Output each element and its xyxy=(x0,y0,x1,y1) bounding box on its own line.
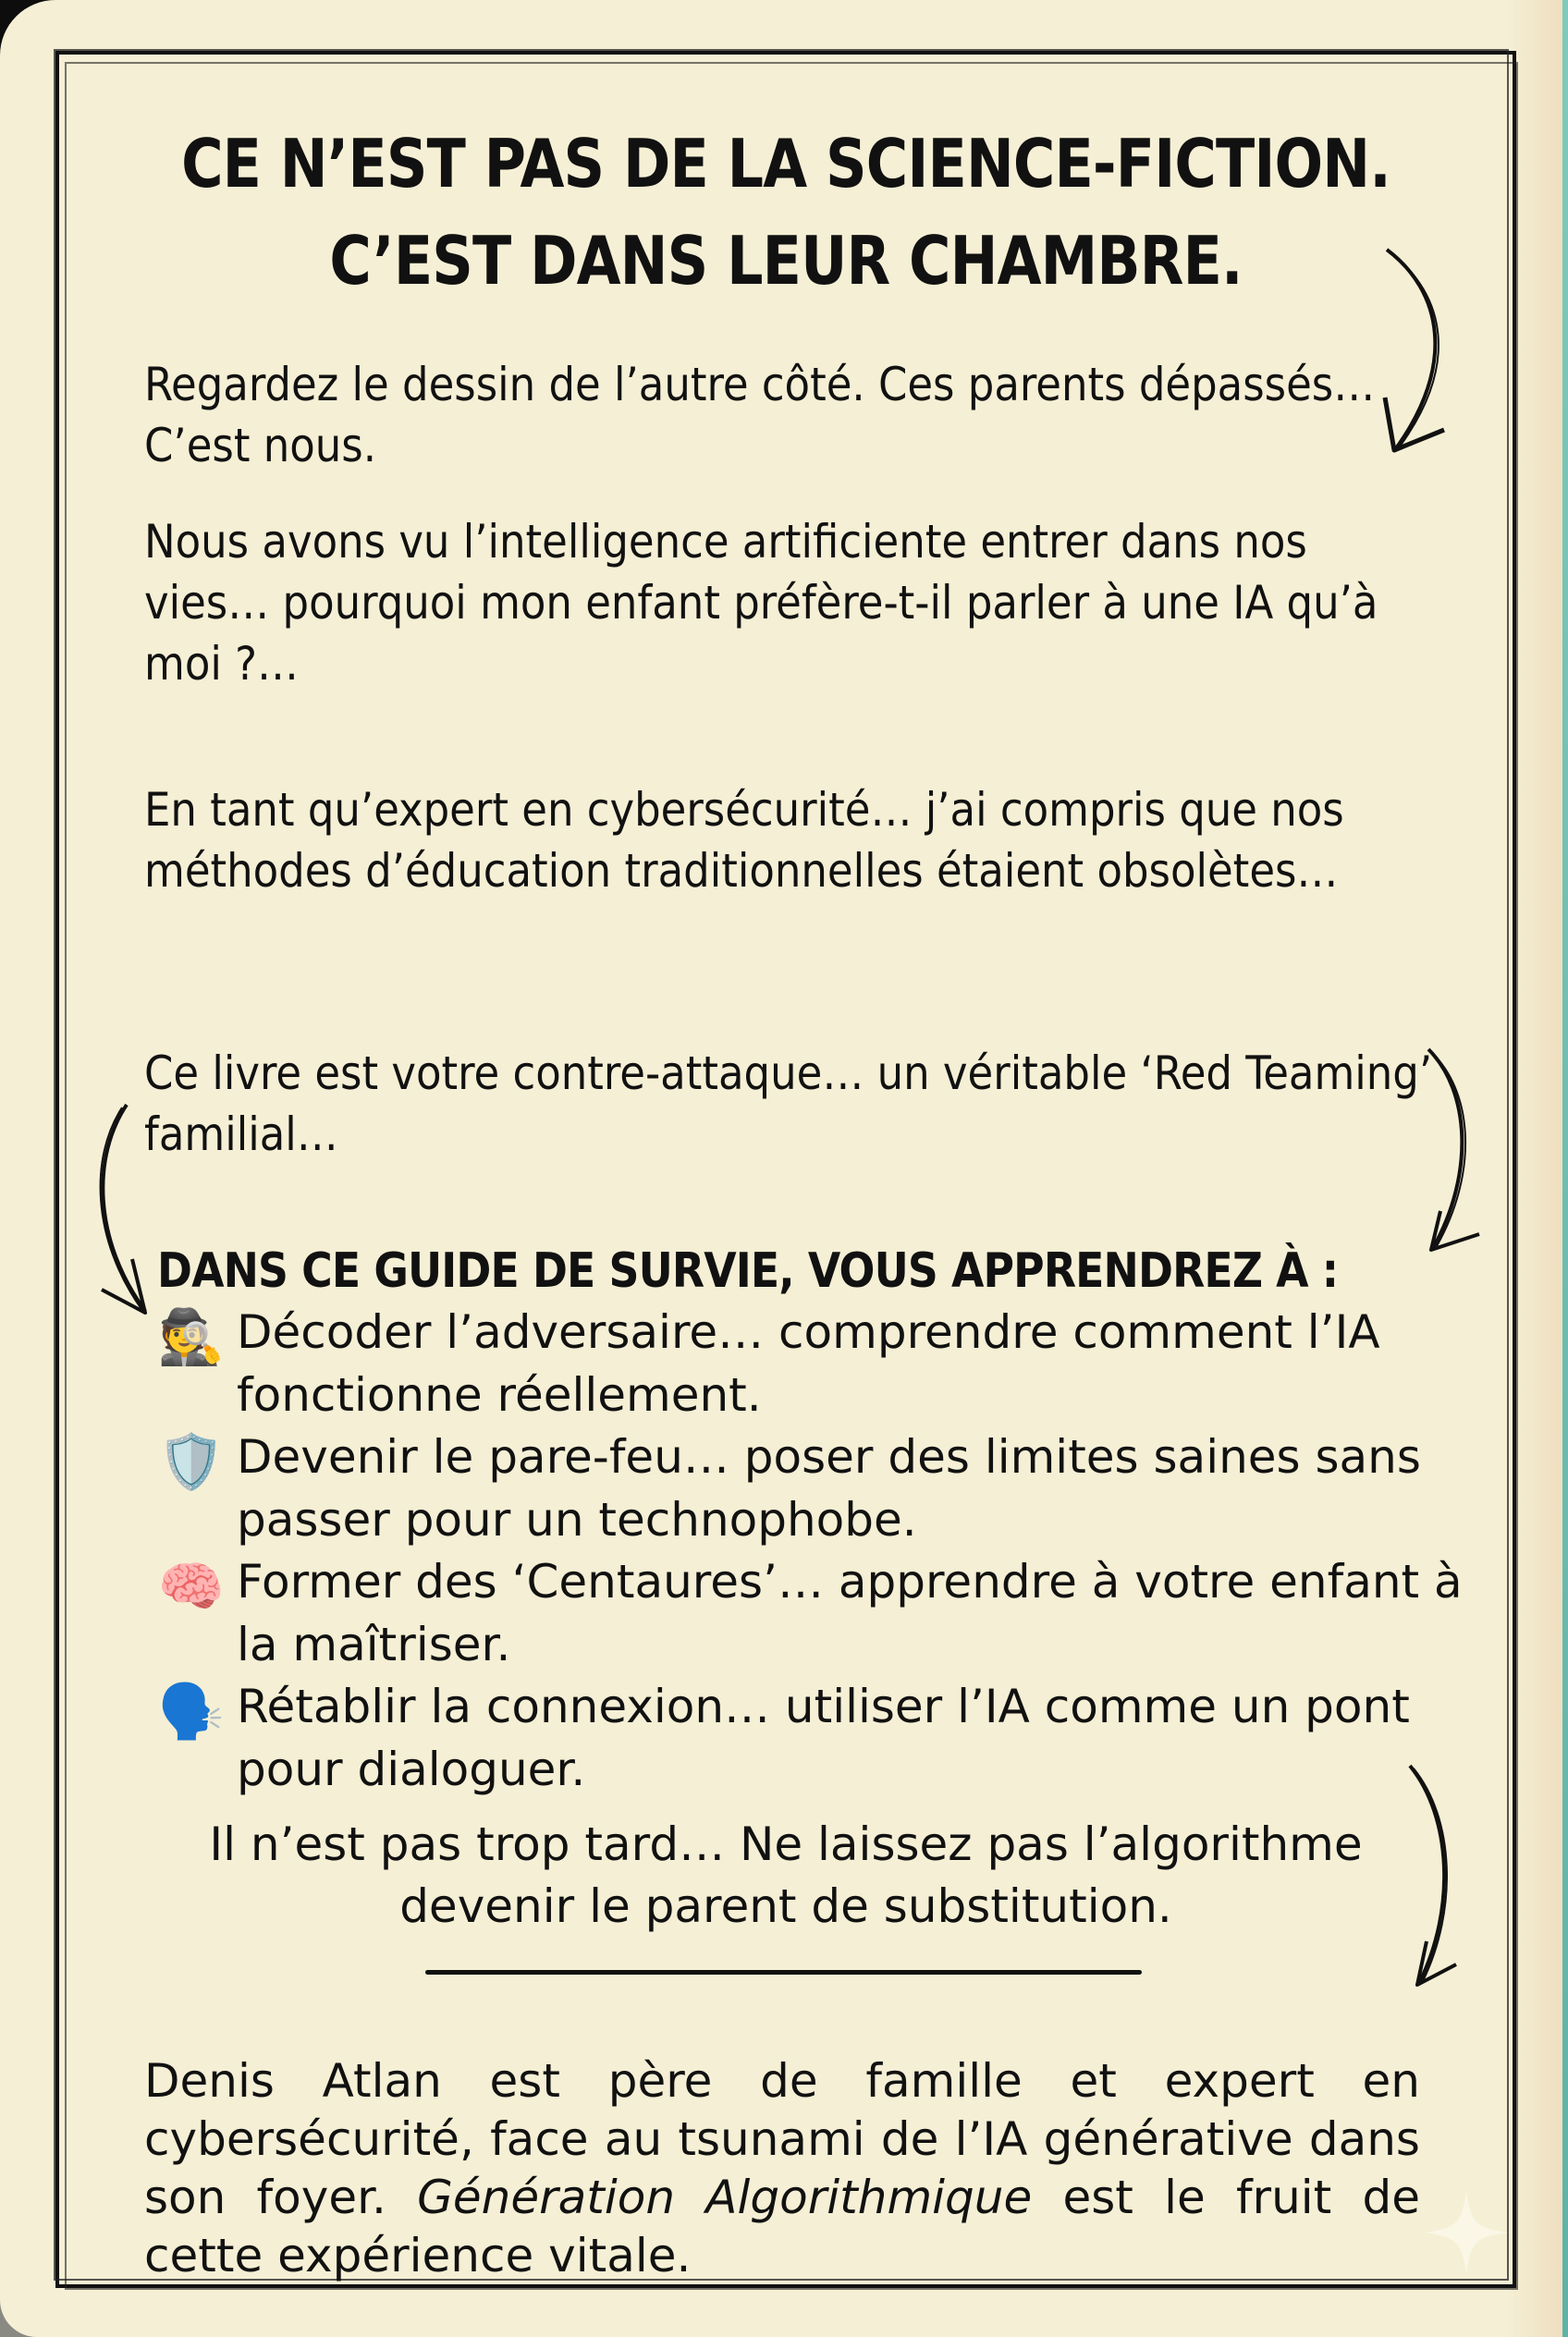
bio-text-end: est le fruit de cette expérience vitale. xyxy=(144,2171,1420,2282)
page-title xyxy=(158,116,1415,310)
sparkle-icon xyxy=(1420,2186,1513,2279)
question-paragraph: Nous avons vu l’intelligence artificiente entrer dans nos vies… pourquoi mon enfant préfère-t-il parler à une IA qu’à moi ?… xyxy=(144,515,1378,691)
closing-line-2: devenir le parent de substitution. xyxy=(399,1879,1172,1933)
closing-statement xyxy=(92,1814,1479,1938)
guide-item xyxy=(159,1426,1490,1551)
page-corner-bottom-left xyxy=(0,2300,37,2337)
speaking-head-icon: 🗣️ xyxy=(157,1680,226,1744)
guide-item xyxy=(159,1302,1490,1426)
page-corner-top-left xyxy=(0,0,55,55)
page-edge-right xyxy=(1562,0,1568,2337)
title-line-2: C’EST DANS LEUR CHAMBRE. xyxy=(329,222,1243,300)
title-line-1: CE N’EST PAS DE LA SCIENCE-FICTION. xyxy=(181,125,1390,202)
counterattack-paragraph: Ce livre est votre contre-attaque… un véritable ‘Red Teaming’ familial… xyxy=(144,1046,1433,1161)
guide-item-text: Rétablir la connexion… utiliser l’IA comme un pont pour dialoguer. xyxy=(237,1680,1410,1796)
book-title: Génération Algorithmique xyxy=(417,2171,1033,2224)
divider xyxy=(425,1970,1142,1975)
guide-item-text: Décoder l’adversaire… comprendre comment l’IA fonctionne réellement. xyxy=(237,1305,1380,1422)
curved-arrow-icon xyxy=(88,1100,162,1322)
shield-icon: 🛡️ xyxy=(157,1430,226,1494)
guide-heading: DANS CE GUIDE DE SURVIE, VOUS APPRENDREZ À : xyxy=(157,1243,1339,1299)
closing-line-1: Il n’est pas trop tard… Ne laissez pas l’algorithme xyxy=(209,1817,1363,1871)
guide-item xyxy=(159,1551,1490,1676)
guide-list xyxy=(159,1302,1490,1801)
expert-paragraph: En tant qu’expert en cybersécurité… j’ai compris que nos méthodes d’éducation traditionnelles étaient obsolètes… xyxy=(144,783,1344,898)
guide-item-text: Former des ‘Centaures’… apprendre à votre enfant à la maîtriser. xyxy=(237,1555,1463,1671)
guide-item xyxy=(159,1676,1490,1801)
bio-text: Denis Atlan est père de famille et expert en cybersécurité, face au tsunami de l’IA générative dans son foyer. xyxy=(144,2054,1420,2224)
intro-paragraph: Regardez le dessin de l’autre côté. Ces parents dépassés… C’est nous. xyxy=(144,358,1376,472)
guide-item-text: Devenir le pare-feu… poser des limites saines sans passer pour un technophobe. xyxy=(237,1430,1421,1547)
author-bio xyxy=(144,2052,1420,2285)
curved-arrow-icon xyxy=(1424,1045,1498,1257)
brain-icon: 🧠 xyxy=(157,1555,226,1619)
detective-icon: 🕵️ xyxy=(157,1305,226,1369)
